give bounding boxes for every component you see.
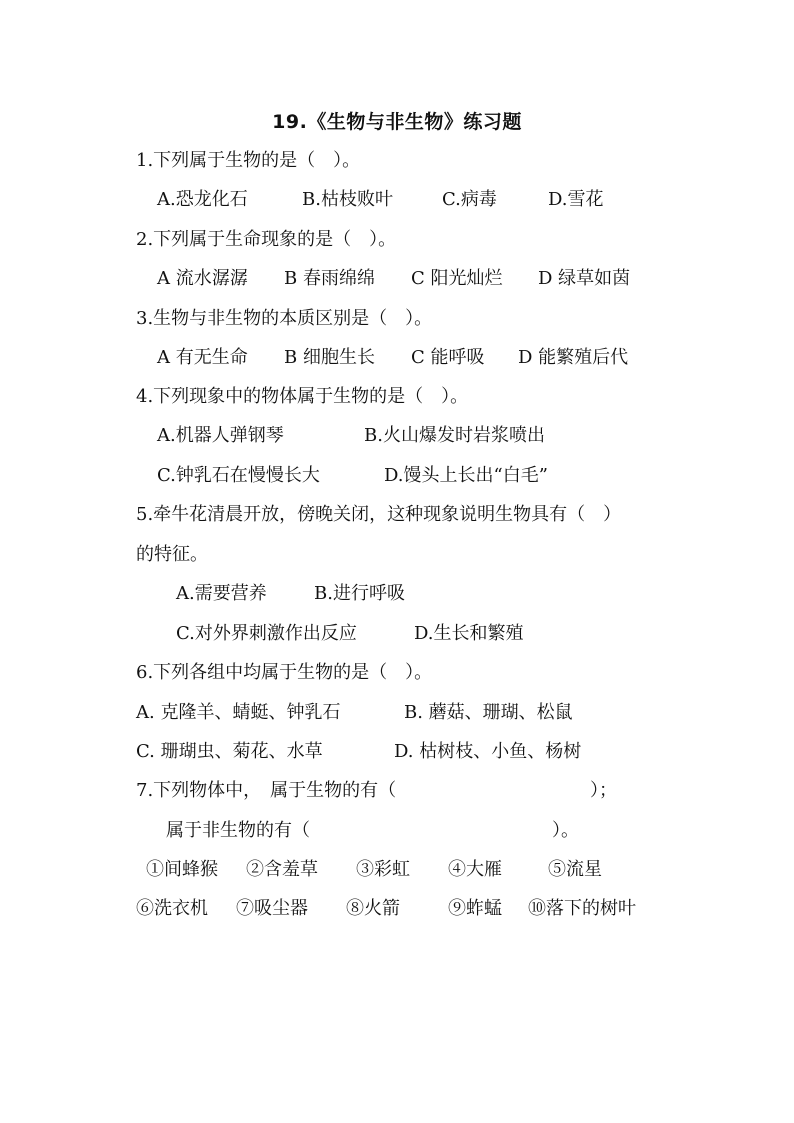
q4-option-c[interactable]: C.钟乳石在慢慢长大: [157, 465, 320, 486]
q7-item: ②含羞草: [246, 859, 318, 880]
q1-option-b[interactable]: B.枯枝败叶: [302, 189, 393, 210]
q7-item: ④大雁: [448, 859, 502, 880]
q4-option-a[interactable]: A.机器人弹钢琴: [157, 425, 284, 446]
q4-option-b[interactable]: B.火山爆发时岩浆喷出: [364, 425, 545, 446]
q7-item: ⑨蚱蜢: [448, 898, 502, 919]
q7-nonliving-prompt: 属于非生物的有（: [166, 820, 310, 841]
question-1-stem: 1.下列属于生物的是（ ）。: [136, 150, 361, 171]
question-5-stem: 5.牵牛花清晨开放，傍晚关闭，这种现象说明生物具有（ ）: [136, 504, 622, 525]
q3-option-b[interactable]: B 细胞生长: [284, 347, 375, 368]
q7-living-bracket-end: ）；: [590, 780, 617, 801]
q4-option-d[interactable]: D.馒头上长出“白毛”: [384, 465, 548, 486]
q3-option-a[interactable]: A 有无生命: [157, 347, 248, 368]
q7-item: ⑥洗衣机: [136, 898, 208, 919]
q3-option-c[interactable]: C 能呼吸: [411, 347, 485, 368]
q2-option-c[interactable]: C 阳光灿烂: [411, 268, 503, 289]
q5-option-c[interactable]: C.对外界刺激作出反应: [176, 623, 357, 644]
q1-option-c[interactable]: C.病毒: [442, 189, 497, 210]
q7-item: ⑤流星: [548, 859, 602, 880]
q2-option-d[interactable]: D 绿草如茵: [538, 268, 631, 289]
q3-option-d[interactable]: D 能繁殖后代: [518, 347, 629, 368]
q5-option-d[interactable]: D.生长和繁殖: [414, 623, 524, 644]
page-title: 19.《生物与非生物》练习题: [272, 111, 522, 133]
q5-option-b[interactable]: B.进行呼吸: [314, 583, 405, 604]
question-6-stem: 6.下列各组中均属于生物的是（ ）。: [136, 662, 433, 683]
q5-option-a[interactable]: A.需要营养: [176, 583, 267, 604]
q7-nonliving-bracket-end: ）。: [552, 820, 579, 841]
q6-option-b[interactable]: B. 蘑菇、珊瑚、松鼠: [404, 702, 573, 723]
question-2-stem: 2.下列属于生命现象的是（ ）。: [136, 229, 397, 250]
question-3-stem: 3.生物与非生物的本质区别是（ ）。: [136, 308, 433, 329]
q7-item: ①间蜂猴: [146, 859, 218, 880]
q2-option-a[interactable]: A 流水潺潺: [157, 268, 248, 289]
q7-item: ⑦吸尘器: [236, 898, 308, 919]
q2-option-b[interactable]: B 春雨绵绵: [284, 268, 375, 289]
q6-option-a[interactable]: A. 克隆羊、蜻蜓、钟乳石: [136, 702, 341, 723]
q7-living-prompt: 7.下列物体中， 属于生物的有（: [136, 780, 397, 801]
q1-option-a[interactable]: A.恐龙化石: [157, 189, 248, 210]
question-5-stem-continued: 的特征。: [136, 544, 208, 565]
q6-option-c[interactable]: C. 珊瑚虫、菊花、水草: [136, 741, 323, 762]
q6-option-d[interactable]: D. 枯树枝、小鱼、杨树: [394, 741, 582, 762]
question-4-stem: 4.下列现象中的物体属于生物的是（ ）。: [136, 386, 469, 407]
q1-option-d[interactable]: D.雪花: [548, 189, 604, 210]
q7-item: ⑧火箭: [346, 898, 400, 919]
q7-item: ③彩虹: [356, 859, 410, 880]
q7-item: ⑩落下的树叶: [528, 898, 636, 919]
